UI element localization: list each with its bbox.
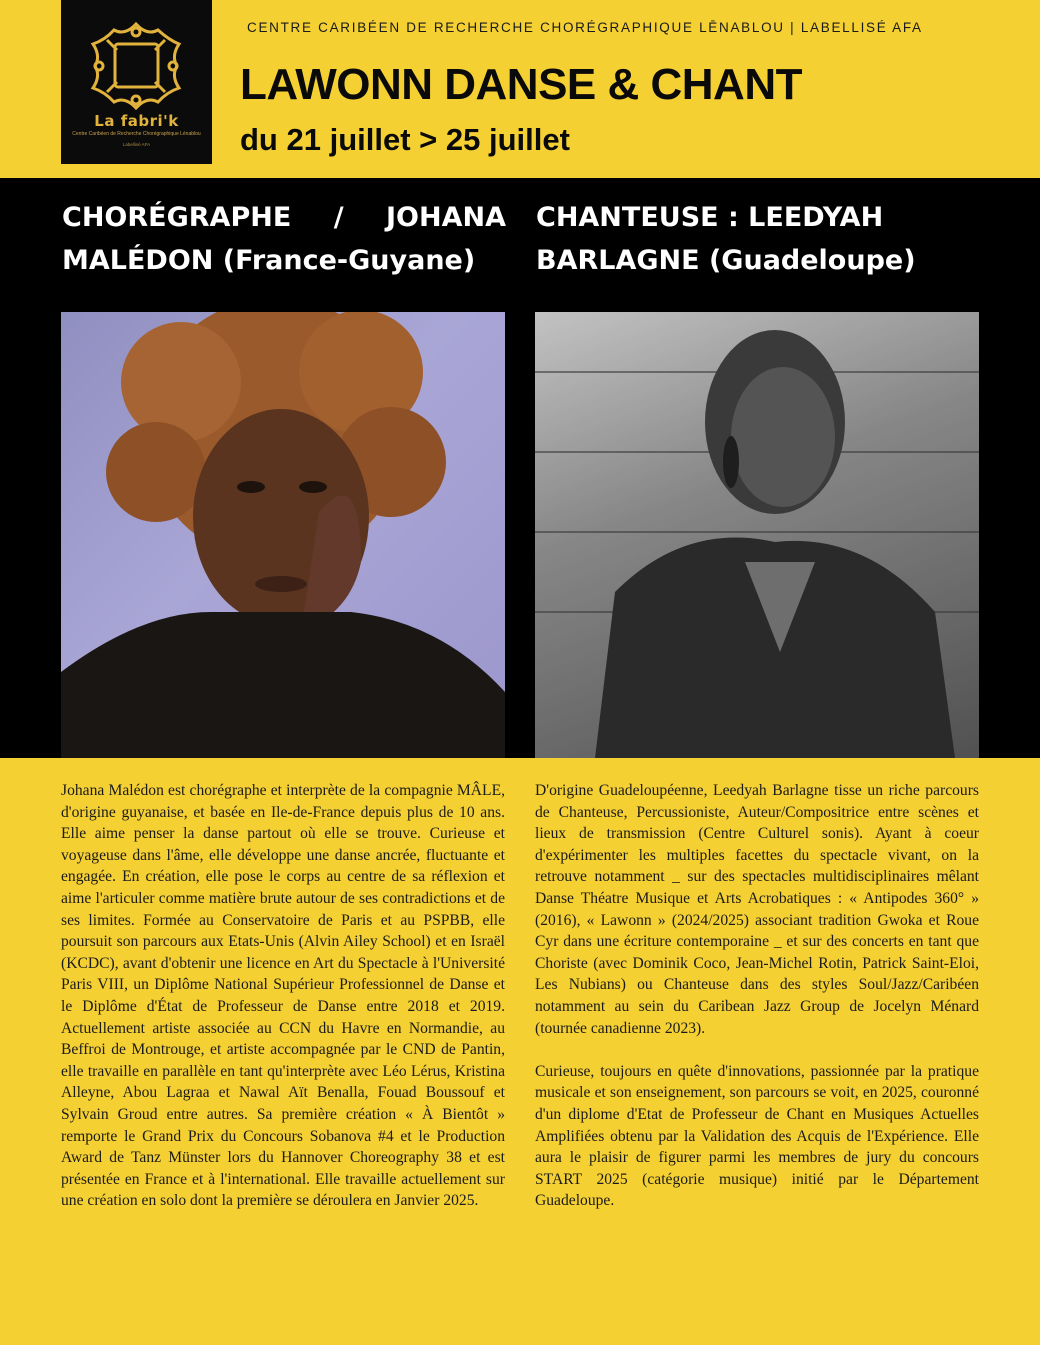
- logo-ornament-icon: [87, 20, 186, 112]
- kicker: CENTRE CARIBÉEN DE RECHERCHE CHORÉGRAPHIQUE LĒNABLOU | LABELLISÉ AFA: [247, 20, 923, 35]
- header: [0, 0, 1040, 178]
- choreographer-photo: [61, 312, 505, 758]
- singer-bio-paragraph-1: D'origine Guadeloupéenne, Leedyah Barlagne tisse un riche parcours de Chanteuse, Percussioniste, Auteur/Compositrice entre scènes et lieux de transmission (Centre Culturel sonis). Ayant à coeur d'expérimenter les multiples facettes du spectacle vivant, on la retrouve notamment _ sur des spectacles multidisciplinaires mêlant Danse Théatre Musique et Arts Acrobatiques : « Antipodes 360° » (2016), « Lawonn » (2024/2025) associant tradition Gwoka et Roue Cyr dans une écriture contemporaine _ et sur des concerts en tant que Choriste (avec Dominik Coco, Jean-Michel Rotin, Patrick Saint-Eloi, Les Nubians) ou Chanteuse dans des styles Soul/Jazz/Caribéen notamment au sein du Caribean Jazz Group de Jocelyn Ménard (tournée canadienne 2023).: [535, 782, 979, 1037]
- logo-subtitle: Centre Caribéen de Recherche Chorégraphique Lénablou: [72, 131, 201, 137]
- portrait-figure-icon: [535, 312, 979, 758]
- singer-bio-paragraph-2: Curieuse, toujours en quête d'innovations, passionnée par la pratique musicale et son enseignement, son parcours se voit, en 2025, couronné d'un diplome d'Etat de Professeur de Chant en Musiques Actuelles Amplifiées obtenu par la Validation des Acquis de l'Expérience. Elle aura le plaisir de figurer parmi les membres de jury du concours START 2025 (catégorie musique) initié par le Département Guadeloupe.: [535, 1062, 979, 1210]
- choreographer-bio: [61, 780, 505, 1212]
- logo-name: La fabri'k: [94, 112, 179, 130]
- singer-heading: CHANTEUSE : LEEDYAH BARLAGNE (Guadeloupe): [536, 202, 916, 276]
- choreographer-heading: CHORÉGRAPHE / JOHANA MALÉDON (France-Guyane): [62, 202, 506, 276]
- event-dates: du 21 juillet > 25 juillet: [240, 122, 570, 157]
- logo-label: Labellisé AFA: [122, 142, 151, 147]
- logo: [61, 0, 212, 164]
- page-title: LAWONN DANSE & CHANT: [240, 60, 802, 109]
- singer-photo: [535, 312, 979, 758]
- choreographer-bio-paragraph: Johana Malédon est chorégraphe et interprète de la compagnie MÂLE, d'origine guyanaise, et basée en Ile-de-France depuis plus de 10 ans. Elle aime penser la danse partout où elle se trouve. Curieuse et voyageuse dans l'âme, elle développe une danse ancrée, fluctuante et engagée. En création, elle pose le corps au centre de sa réflexion et aime l'articuler comme matière brute autour de ses contradictions et de ses limites. Formée au Conservatoire de Paris et au PSPBB, elle poursuit son parcours aux Etats-Unis (Alvin Ailey School) et en Israël (KCDC), avant d'obtenir une licence en Art du Spectacle à l'Université Paris VIII, un Diplôme National Supérieur Professionnel de Danse et le Diplôme d'État de Professeur de Danse entre 2018 et 2019. Actuellement artiste associée au CCN du Havre en Normandie, au Beffroi de Montrouge, et artiste accompagnée par le CND de Pantin, elle travaille en parallèle en tant qu'interprète avec Léo Lérus, Kristina Alleyne, Abou Lagraa et Nawal Aït Benalla, Fouad Boussouf et Sylvain Groud entre autres. Sa première création « À Bientôt » remporte le Grand Prix du Concours Sobanova #4 et le Production Award de Tanz Münster lors du Hannover Choreography 38 et est présentée en France et à l'international. Elle travaille actuellement sur une création en solo dont la première se déroulera en Janvier 2025.: [61, 782, 505, 1210]
- singer-bio: [535, 780, 979, 1212]
- portrait-figure-icon: [61, 312, 505, 758]
